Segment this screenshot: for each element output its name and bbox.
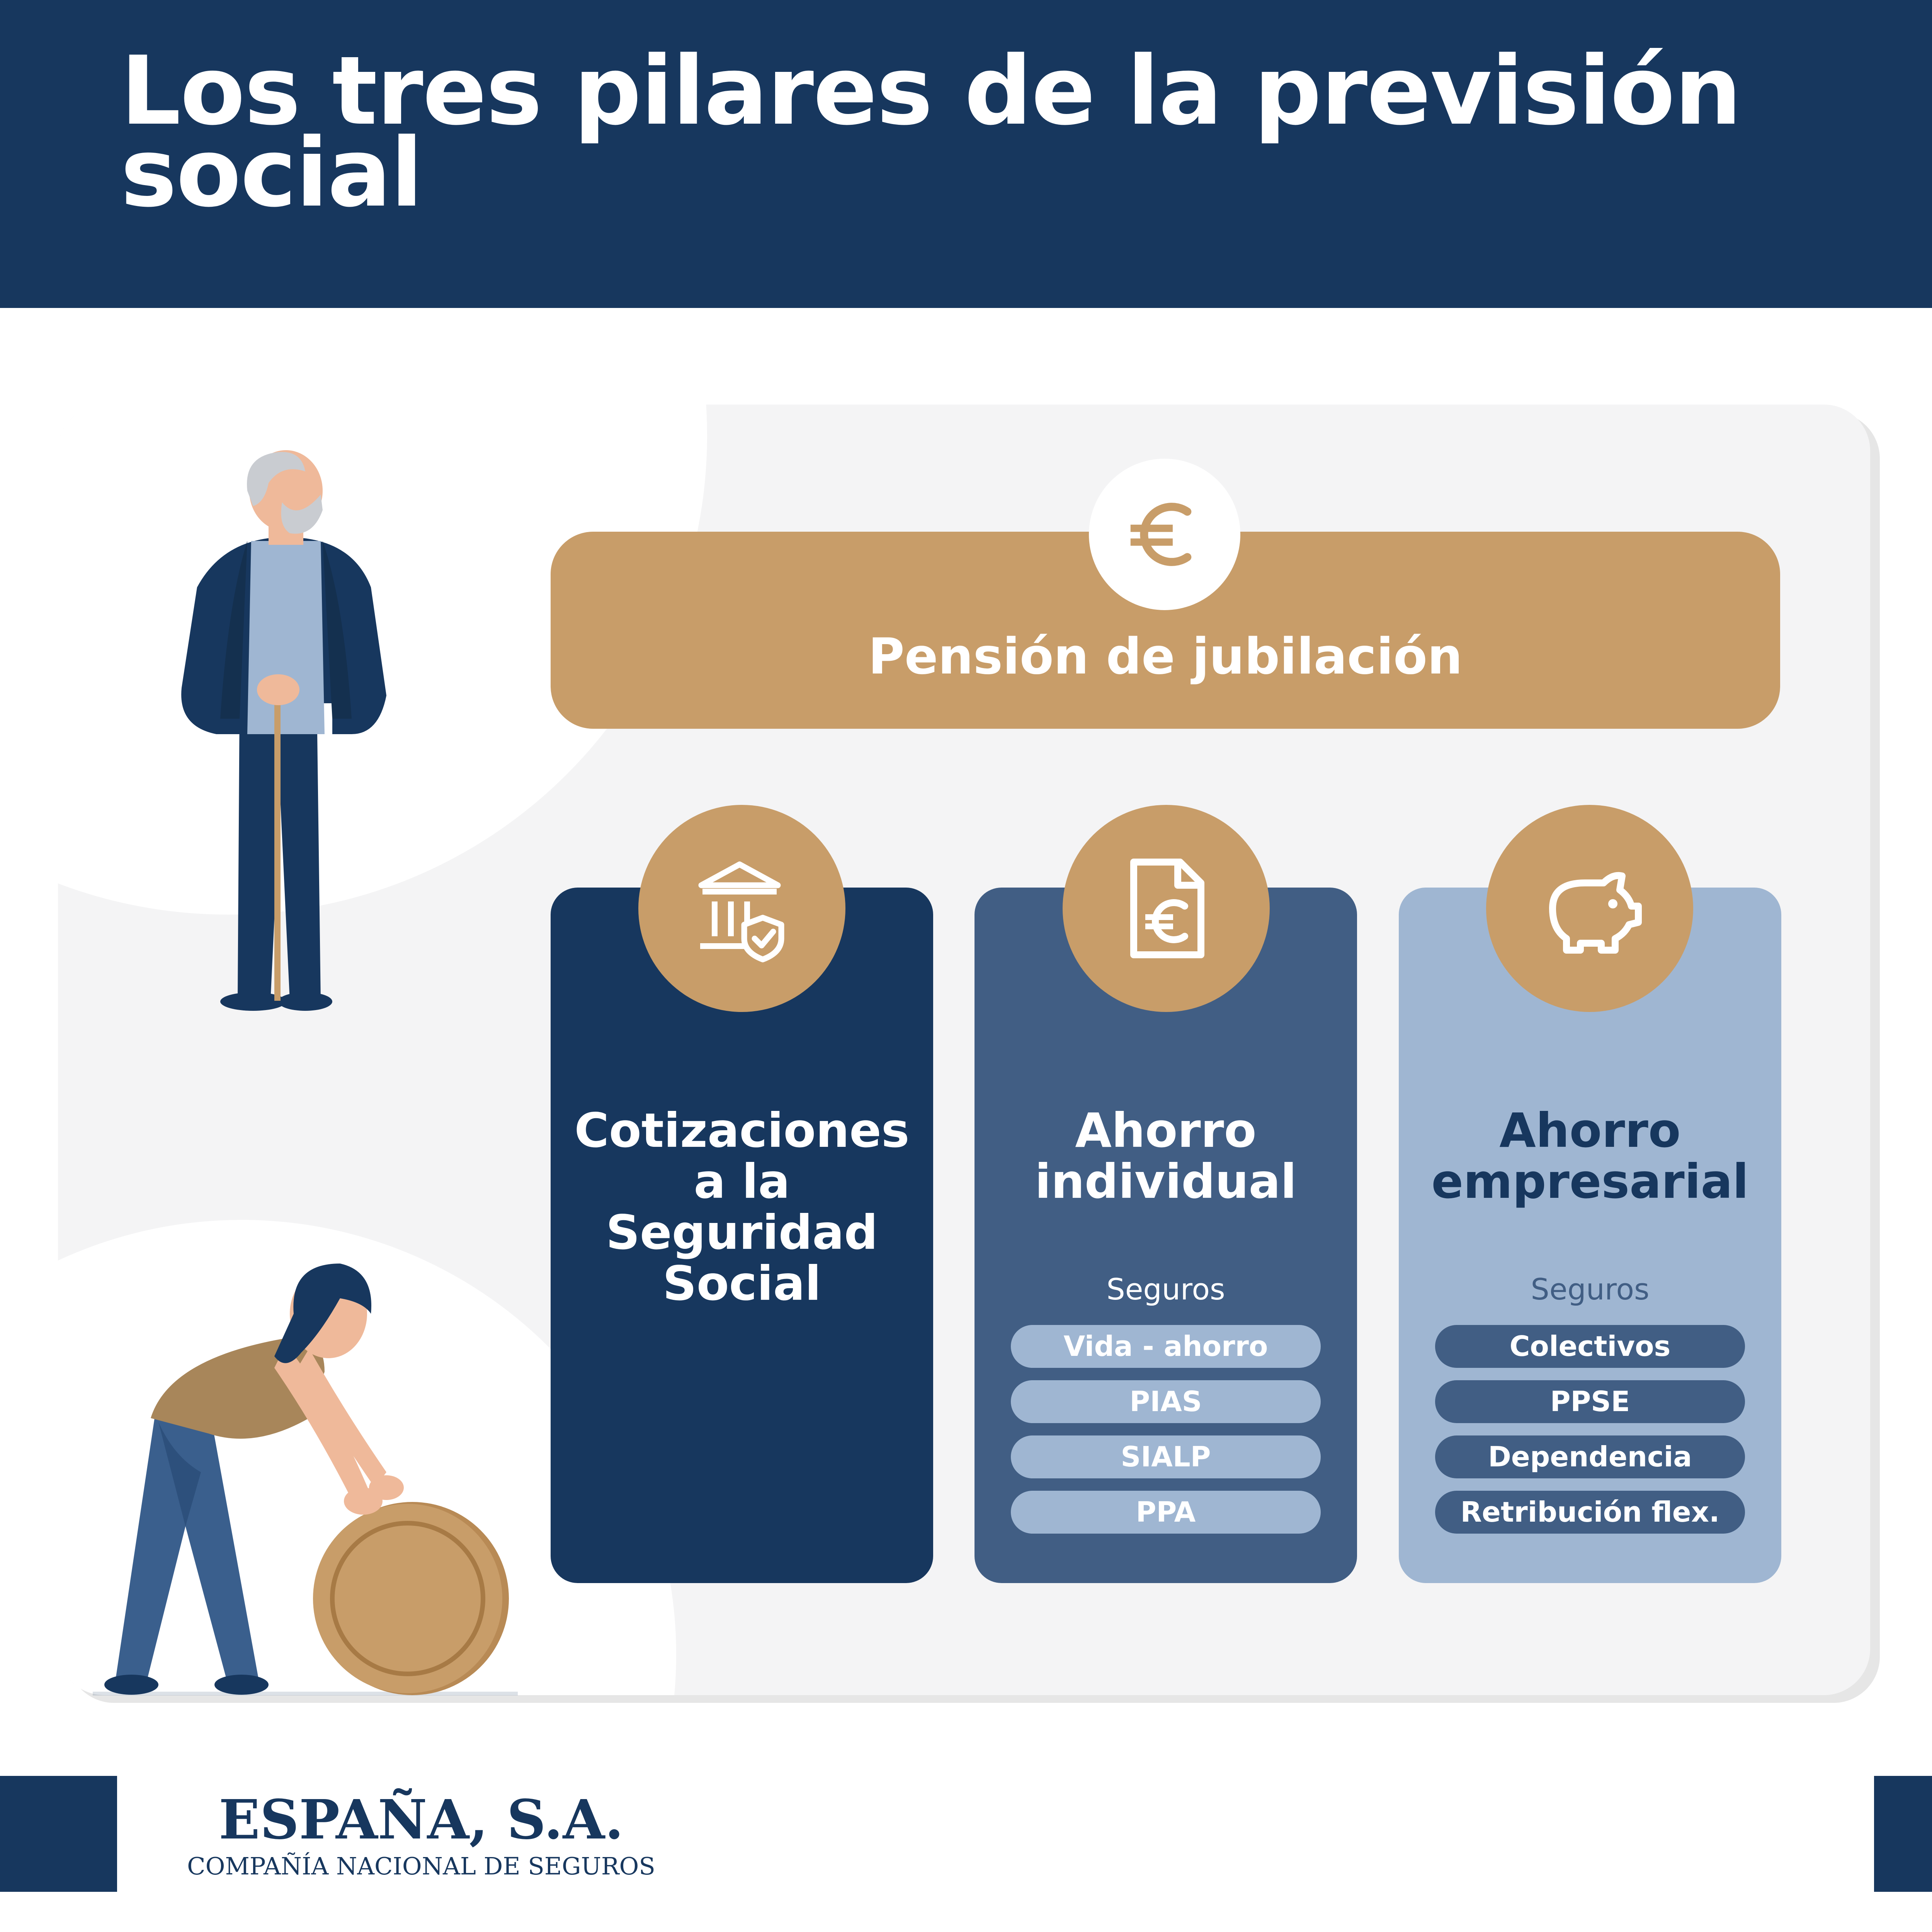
euro-badge [1089,459,1240,610]
pillar-2-subtitle: Seguros [1106,1272,1225,1306]
euro-document-icon [1108,850,1224,966]
chip-colectivos: Colectivos [1435,1325,1745,1368]
company-logo-name: ESPAÑA, S.A. [219,1788,624,1852]
pillar-3-subtitle: Seguros [1531,1272,1650,1306]
chip-vida-ahorro: Vida - ahorro [1011,1325,1321,1368]
chip-ppa: PPA [1011,1491,1321,1534]
page-title: Los tres pilares de la previsión social [121,36,1741,228]
chip-retribucion-flex: Retribución flex. [1435,1491,1745,1534]
footer-square-left [0,1776,117,1892]
pension-label: Pensión de jubilación [868,628,1463,685]
company-logo-tagline: COMPAÑÍA NACIONAL DE SEGUROS [187,1852,655,1880]
pillar-1-title: Cotizaciones a la Seguridad Social [574,1103,910,1311]
chip-sialp: SIALP [1011,1435,1321,1478]
pillar-3-title: Ahorro empresarial [1431,1103,1749,1209]
chip-dependencia: Dependencia [1435,1435,1745,1478]
piggy-bank-icon [1532,850,1648,966]
chip-pias: PIAS [1011,1380,1321,1423]
footer-square-right [1874,1776,1932,1892]
elderly-man-illustration [170,448,410,1016]
pillar-2-title: Ahorro individual [1035,1103,1297,1209]
pillar-1-icon-badge [638,805,845,1012]
bank-shield-icon [684,850,800,966]
pillar-2-icon-badge [1063,805,1270,1012]
woman-coin-illustration [93,1256,518,1700]
pillar-3-icon-badge [1486,805,1693,1012]
chip-ppse: PPSE [1435,1380,1745,1423]
euro-icon [1124,494,1205,575]
